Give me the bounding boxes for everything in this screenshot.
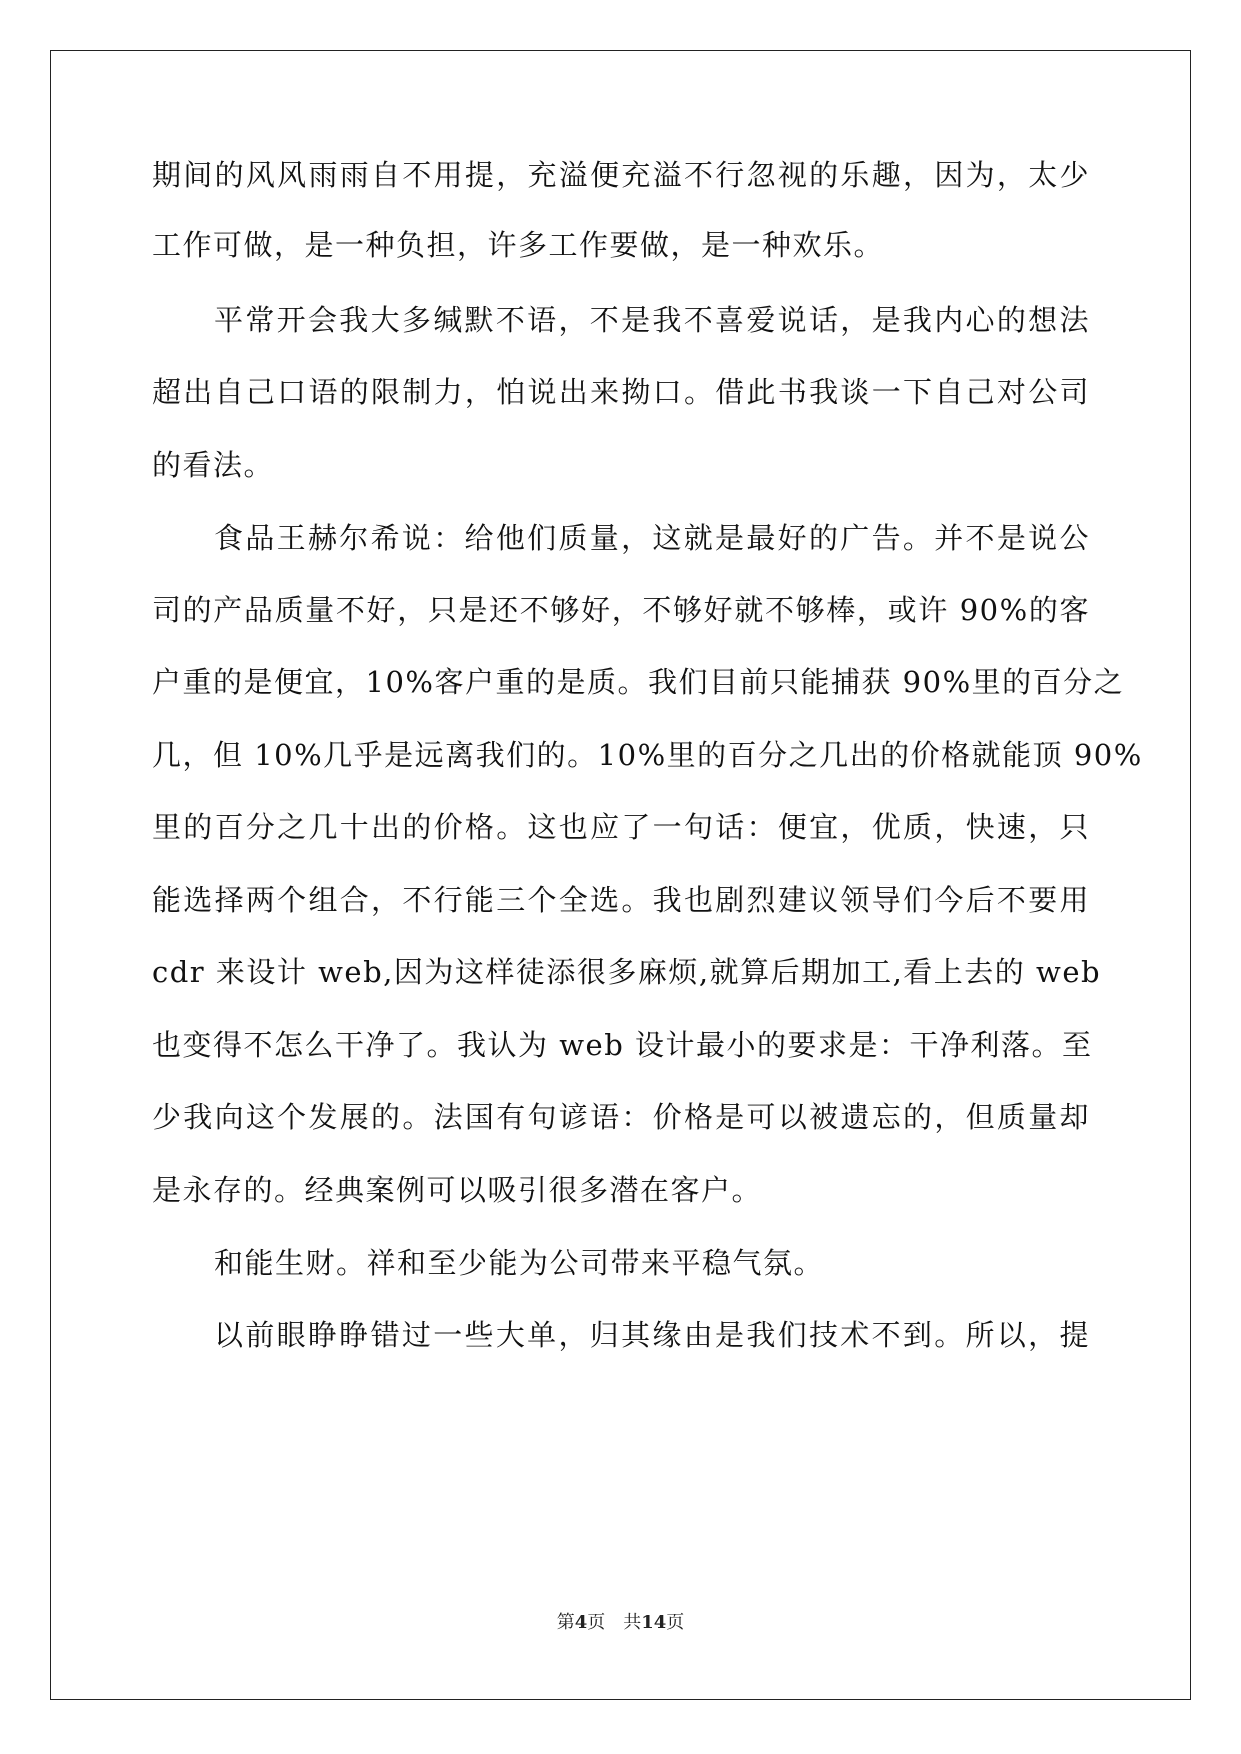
text-line: 能选择两个组合，不行能三个全选。我也剧烈建议领导们今后不要用 bbox=[152, 883, 1090, 917]
text-line: 也变得不怎么干净了。我认为 web 设计最小的要求是：干净利落。至 bbox=[152, 1028, 1093, 1062]
page-prefix: 第 bbox=[556, 1612, 575, 1633]
text-line: 工作可做，是一种负担，许多工作要做，是一种欢乐。 bbox=[152, 228, 885, 262]
text-line: 食品王赫尔希说：给他们质量，这就是最好的广告。并不是说公 bbox=[214, 521, 1090, 555]
total-prefix: 共 bbox=[623, 1612, 642, 1633]
total-suffix: 页 bbox=[666, 1612, 685, 1633]
text-line: 少我向这个发展的。法国有句谚语：价格是可以被遗忘的，但质量却 bbox=[152, 1100, 1090, 1134]
text-line: 是永存的。经典案例可以吸引很多潜在客户。 bbox=[152, 1173, 763, 1207]
text-line: 以前眼睁睁错过一些大单，归其缘由是我们技术不到。所以，提 bbox=[214, 1318, 1090, 1352]
text-line: 的看法。 bbox=[152, 448, 275, 482]
text-line: 超出自己口语的限制力，怕说出来拗口。借此书我谈一下自己对公司 bbox=[152, 375, 1090, 409]
page-number: 4 bbox=[574, 1612, 588, 1633]
text-line: 里的百分之几十出的价格。这也应了一句话：便宜，优质，快速，只 bbox=[152, 810, 1090, 844]
text-line: 期间的风风雨雨自不用提，充溢便充溢不行忽视的乐趣，因为，太少 bbox=[152, 158, 1090, 192]
text-line: 几，但 10%几乎是远离我们的。10%里的百分之几出的价格就能顶 90% bbox=[152, 738, 1143, 772]
page-footer bbox=[0, 1611, 1241, 1635]
text-line: 和能生财。祥和至少能为公司带来平稳气氛。 bbox=[214, 1246, 825, 1280]
text-line: 平常开会我大多缄默不语，不是我不喜爱说话，是我内心的想法 bbox=[214, 303, 1090, 337]
total-pages: 14 bbox=[641, 1612, 667, 1633]
text-line: cdr 来设计 web,因为这样徒添很多麻烦,就算后期加工,看上去的 web bbox=[152, 955, 1102, 989]
text-line: 司的产品质量不好，只是还不够好，不够好就不够棒，或许 90%的客 bbox=[152, 593, 1090, 627]
text-line: 户重的是便宜，10%客户重的是质。我们目前只能捕获 90%里的百分之 bbox=[152, 665, 1125, 699]
page-suffix: 页 bbox=[587, 1612, 606, 1633]
page-border bbox=[50, 50, 1191, 1700]
